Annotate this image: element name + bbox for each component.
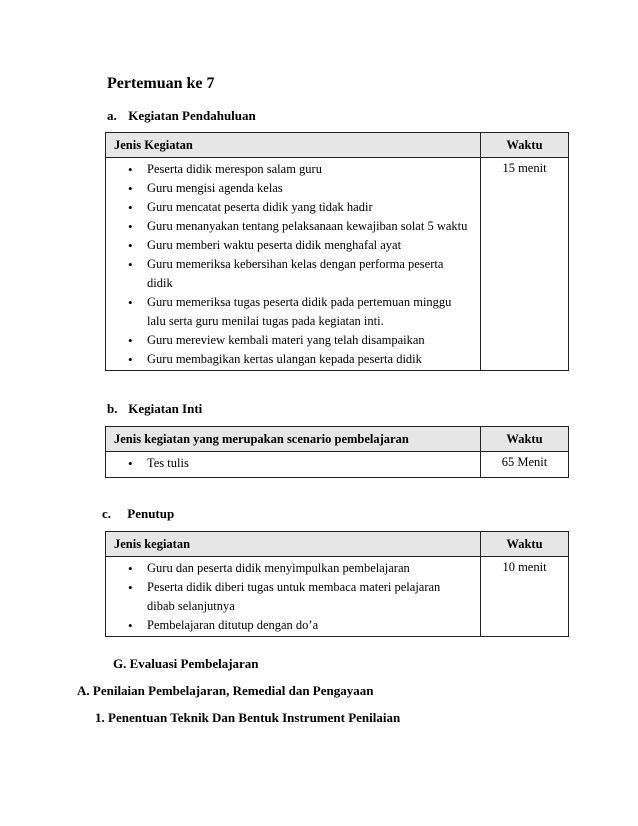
table-header-row [106, 532, 569, 557]
time-cell: 10 menit [481, 557, 569, 637]
section-c-label: c. [102, 506, 112, 521]
table-header-row [106, 133, 569, 158]
table-pendahuluan [105, 132, 569, 371]
section-c-title: Penutup [127, 506, 175, 521]
list-item: • Guru membagikan kertas ulangan kepada peserta didik [106, 350, 480, 369]
header-jenis-kegiatan: Jenis kegiatan [106, 532, 481, 557]
list-item: • Peserta didik diberi tugas untuk membaca materi pelajaran dibab selanjutnya [106, 578, 480, 616]
activity-list [106, 454, 480, 473]
section-a-heading [107, 108, 256, 124]
list-item: • Peserta didik merespon salam guru [106, 160, 480, 179]
page-title: Pertemuan ke 7 [107, 75, 215, 92]
heading-penilaian: A. Penilaian Pembelajaran, Remedial dan Pengayaan [77, 683, 374, 698]
activity-cell [106, 158, 481, 371]
table-header-row [106, 427, 569, 452]
activity-list [106, 559, 480, 635]
list-item: • Guru memberi waktu peserta didik menghafal ayat [106, 236, 480, 255]
activity-list [106, 160, 480, 369]
header-jenis-kegiatan: Jenis kegiatan yang merupakan scenario pembelajaran [106, 427, 481, 452]
list-item: • Guru mengisi agenda kelas [106, 179, 480, 198]
list-item: • Guru menanyakan tentang pelaksanaan kewajiban solat 5 waktu [106, 217, 480, 236]
list-item: • Tes tulis [106, 454, 480, 473]
heading-evaluasi: G. Evaluasi Pembelajaran [113, 656, 259, 671]
header-waktu: Waktu [481, 532, 569, 557]
table-row [106, 557, 569, 637]
table-inti [105, 426, 569, 478]
header-waktu: Waktu [481, 427, 569, 452]
heading-teknik: 1. Penentuan Teknik Dan Bentuk Instrument Penilaian [95, 710, 401, 725]
table-row [106, 452, 569, 478]
section-a-label: a. [107, 108, 117, 123]
time-cell: 65 Menit [481, 452, 569, 478]
section-b-label: b. [107, 401, 118, 416]
list-item: • Guru dan peserta didik menyimpulkan pembelajaran [106, 559, 480, 578]
table-row [106, 158, 569, 371]
section-b-title: Kegiatan Inti [128, 401, 203, 416]
section-a-title: Kegiatan Pendahuluan [128, 108, 256, 123]
activity-cell [106, 452, 481, 478]
section-c-heading [102, 506, 174, 522]
header-waktu: Waktu [481, 133, 569, 158]
activity-cell [106, 557, 481, 637]
list-item: • Guru memeriksa tugas peserta didik pada pertemuan minggu lalu serta guru menilai tugas pada kegiatan inti. [106, 293, 480, 331]
time-cell: 15 menit [481, 158, 569, 371]
list-item: • Guru memeriksa kebersihan kelas dengan performa peserta didik [106, 255, 480, 293]
table-penutup [105, 531, 569, 637]
header-jenis-kegiatan: Jenis Kegiatan [106, 133, 481, 158]
section-b-heading [107, 401, 202, 417]
list-item: • Guru mereview kembali materi yang telah disampaikan [106, 331, 480, 350]
list-item: • Guru mencatat peserta didik yang tidak hadir [106, 198, 480, 217]
list-item: • Pembelajaran ditutup dengan do’a [106, 616, 480, 635]
